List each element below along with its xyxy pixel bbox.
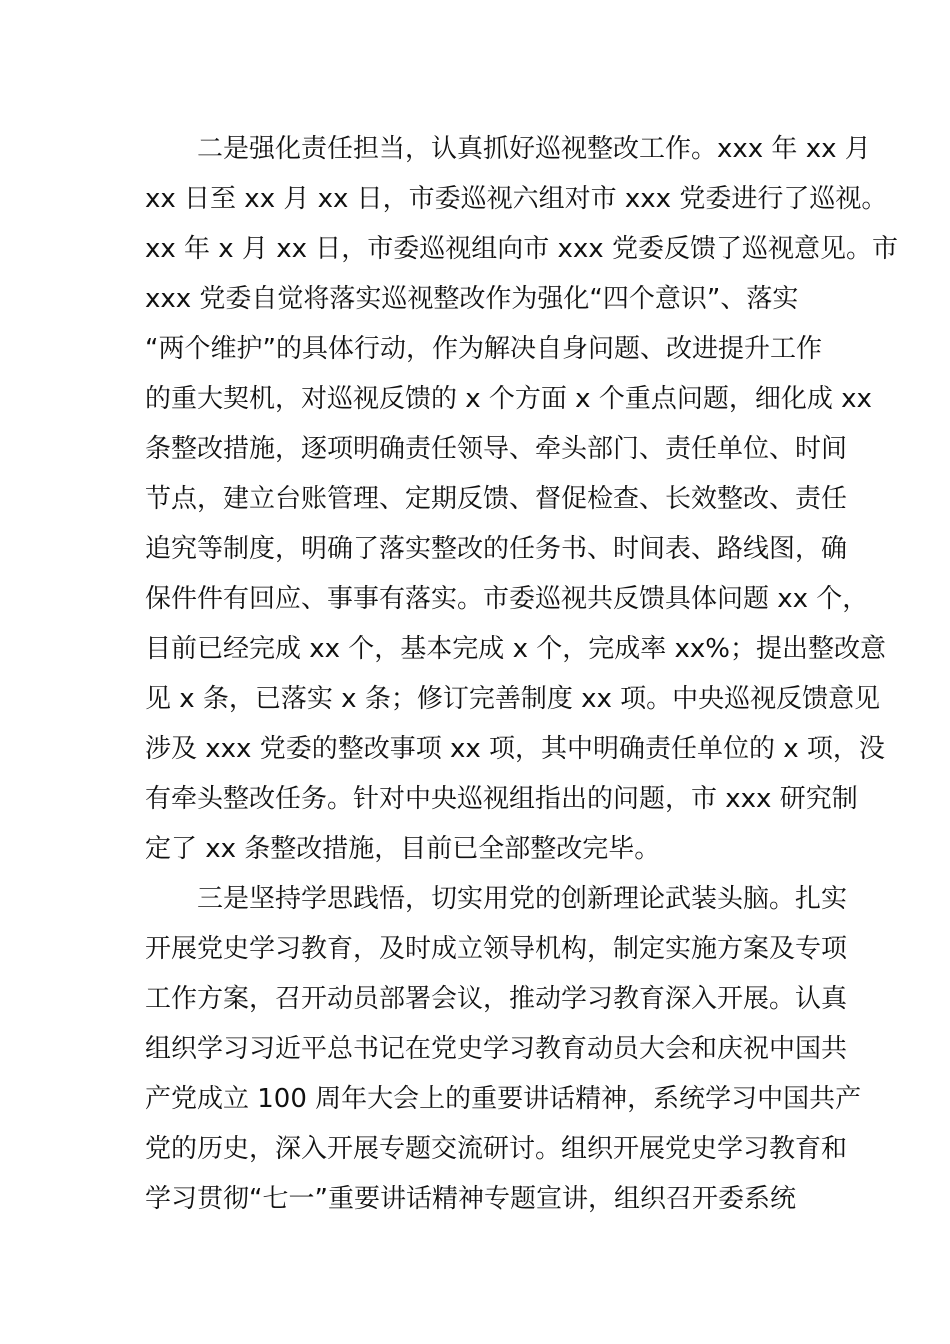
text-line: xx 日至 xx 月 xx 日，市委巡视六组对市 xxx 党委进行了巡视。: [145, 184, 888, 214]
text-line: 工作方案，召开动员部署会议，推动学习教育深入开展。认真: [145, 984, 848, 1014]
text-line: 追究等制度，明确了落实整改的任务书、时间表、路线图，确: [145, 534, 848, 564]
text-line: xxx 党委自觉将落实巡视整改作为强化“四个意识”、落实: [145, 284, 799, 314]
text-line: 保件件有回应、事事有落实。市委巡视共反馈具体问题 xx 个，: [145, 584, 869, 614]
text-line: 产党成立 100 周年大会上的重要讲话精神，系统学习中国共产: [145, 1084, 862, 1114]
text-line: “两个维护”的具体行动，作为解决自身问题、改进提升工作: [145, 334, 822, 364]
document-body: [145, 124, 898, 1224]
text-line: 二是强化责任担当，认真抓好巡视整改工作。xxx 年 xx 月: [197, 134, 871, 164]
text-line: 三是坚持学思践悟，切实用党的创新理论武装头脑。扎实: [197, 884, 848, 914]
text-line: 节点，建立台账管理、定期反馈、督促检查、长效整改、责任: [145, 484, 848, 514]
text-line: 目前已经完成 xx 个，基本完成 x 个，完成率 xx%；提出整改意: [145, 634, 886, 664]
text-line: 的重大契机，对巡视反馈的 x 个方面 x 个重点问题，细化成 xx: [145, 384, 872, 414]
text-line: 学习贯彻“七一”重要讲话精神专题宣讲，组织召开委系统: [145, 1184, 796, 1214]
paragraph-rectification: [145, 124, 898, 874]
text-line: 定了 xx 条整改措施，目前已全部整改完毕。: [145, 834, 661, 864]
text-line: 党的历史，深入开展专题交流研讨。组织开展党史学习教育和: [145, 1134, 848, 1164]
paragraph-study: [145, 874, 862, 1224]
text-line: 有牵头整改任务。针对中央巡视组指出的问题，市 xxx 研究制: [145, 784, 858, 814]
text-line: 组织学习习近平总书记在党史学习教育动员大会和庆祝中国共: [145, 1034, 848, 1064]
text-line: 见 x 条，已落实 x 条；修订完善制度 xx 项。中央巡视反馈意见: [145, 684, 881, 714]
text-line: 开展党史学习教育，及时成立领导机构，制定实施方案及专项: [145, 934, 848, 964]
text-line: xx 年 x 月 xx 日，市委巡视组向市 xxx 党委反馈了巡视意见。市: [145, 234, 898, 264]
text-line: 涉及 xxx 党委的整改事项 xx 项，其中明确责任单位的 x 项，没: [145, 734, 885, 764]
text-line: 条整改措施，逐项明确责任领导、牵头部门、责任单位、时间: [145, 434, 848, 464]
